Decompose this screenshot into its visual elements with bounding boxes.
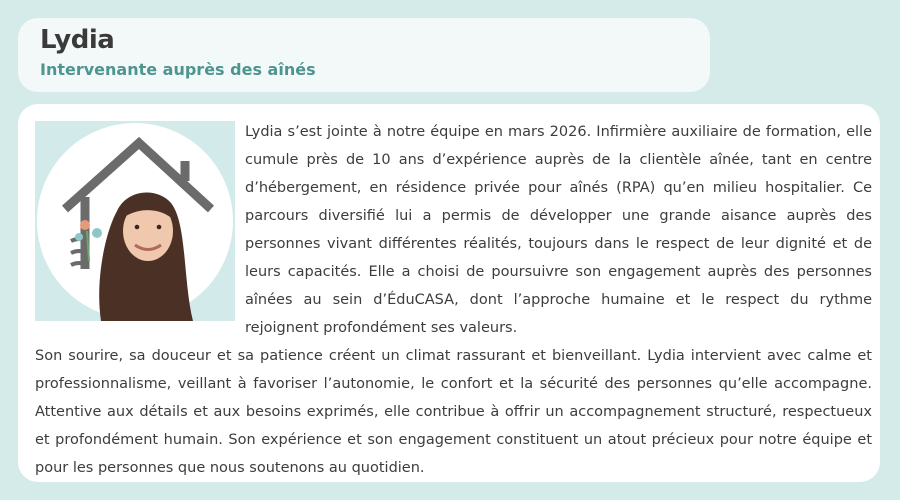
bio-paragraph-2: Son sourire, sa douceur et sa patience créent un climat rassurant et bienveillant. Lydia intervient avec calme et professionnalisme, veillant à favoriser l’autonomie, le confort et la sécurité des personnes qu’elle accompagne. Attentive aux détails et aux besoins exprimés, elle contribue à offrir un accompagnement structuré, respectueux et profondément humain. Son expérience et son engagement constituent un atout précieux pour notre équipe et pour les personnes que nous soutenons au quotidien. — [35, 348, 872, 476]
bio-paragraph-1: Lydia s’est jointe à notre équipe en mars 2026. Infirmière auxiliaire de formation, elle cumule près de 10 ans d’expérience auprès de la clientèle aînée, tant en centre d’hébergement, en résidence privée pour aînés (RPA) qu’en milieu hospitalier. Ce parcours diversifié lui a permis de développer une grande aisance auprès des personnes vivant différentes réalités, toujours dans le respect de leur dignité et de leurs capacités. Elle a choisi de poursuivre son engagement auprès des personnes aînées au sein d’ÉduCASA, dont l’approche humaine et le respect du rythme rejoignent profondément ses valeurs. — [245, 124, 872, 336]
profile-name: Lydia — [40, 25, 115, 55]
profile-bio-text — [35, 118, 872, 482]
profile-header-card — [18, 18, 710, 92]
profile-role: Intervenante auprès des aînés — [40, 60, 316, 79]
profile-bio-card — [18, 104, 880, 482]
